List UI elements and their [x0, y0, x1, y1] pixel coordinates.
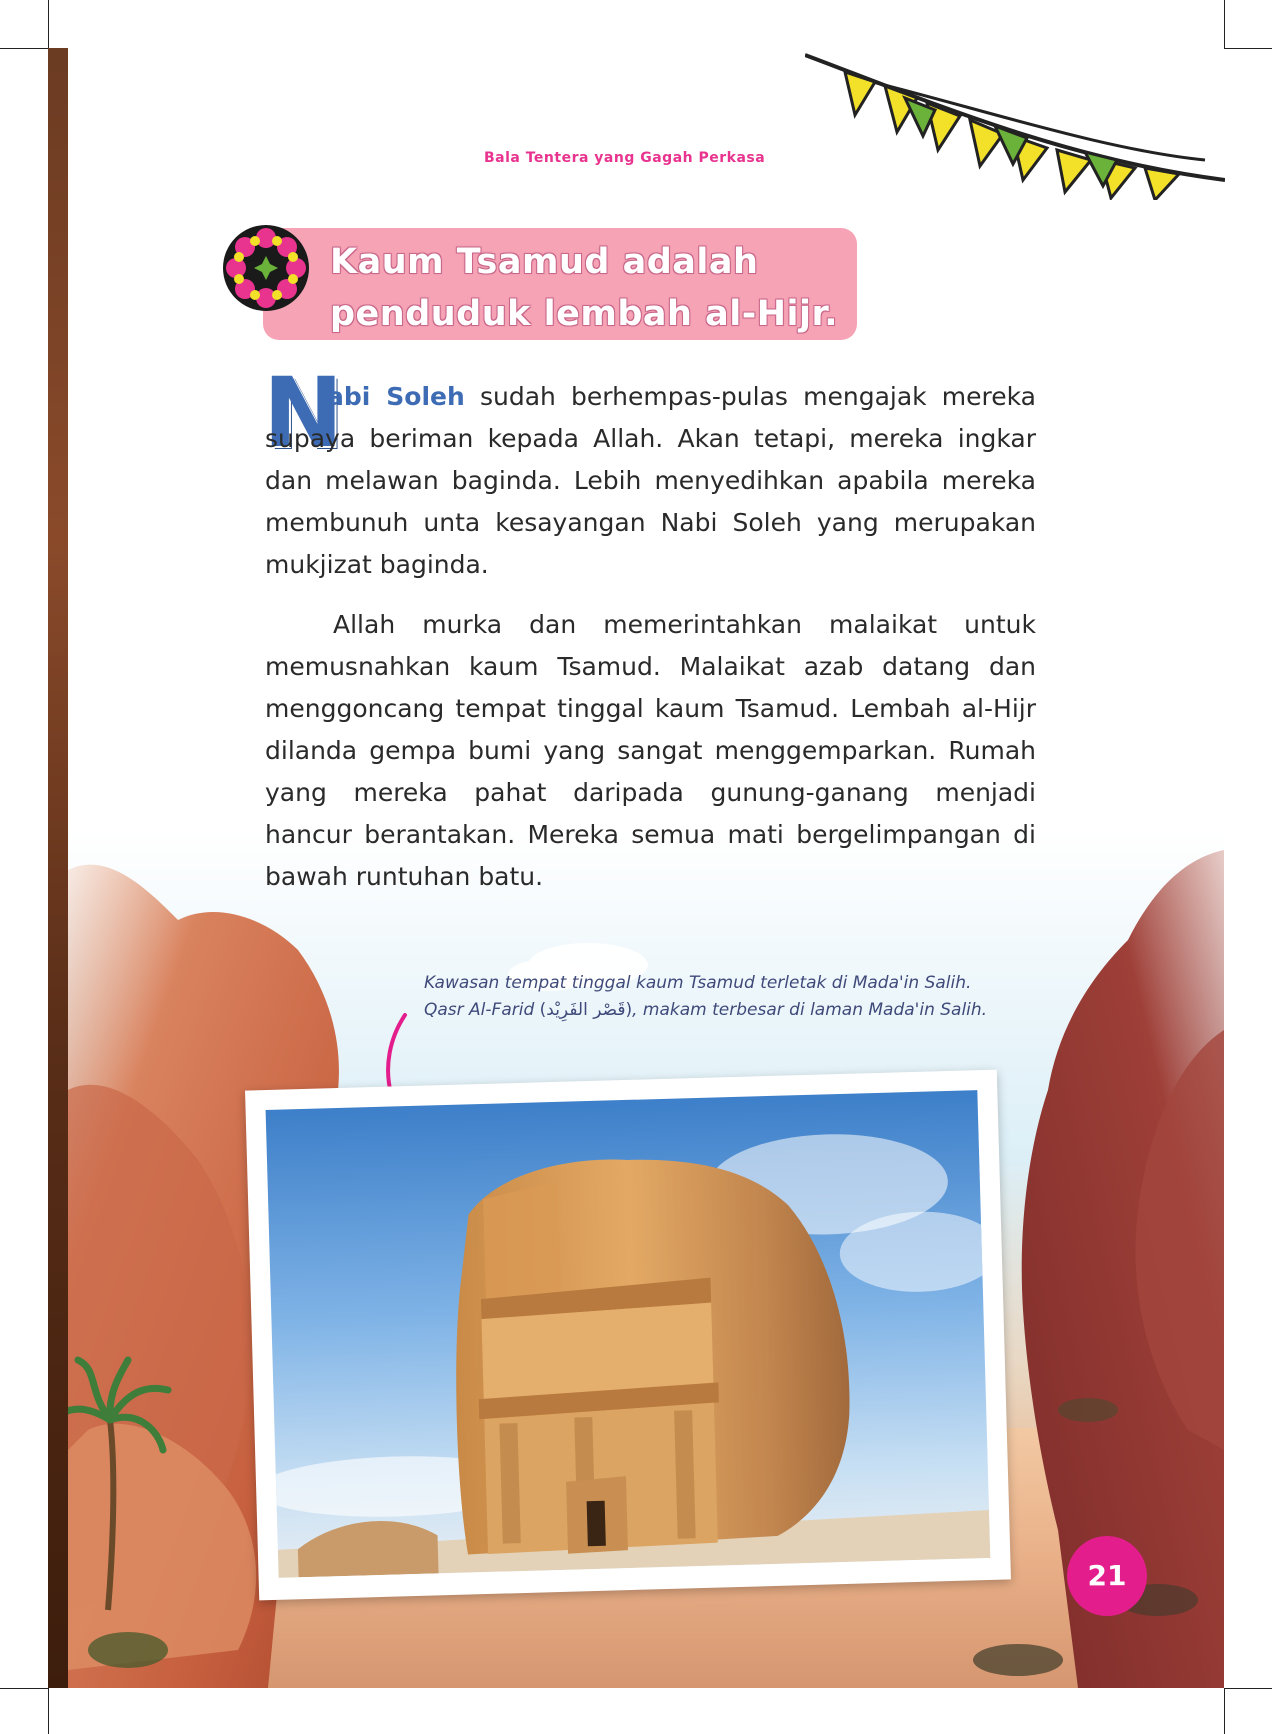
rosette-icon	[220, 222, 312, 314]
crop-mark	[0, 1688, 48, 1689]
heading-line-1: Kaum Tsamud adalah	[330, 242, 759, 282]
paragraph-1	[265, 376, 1036, 586]
crop-mark	[48, 0, 49, 48]
heading-line-2: penduduk lembah al-Hijr.	[330, 294, 839, 334]
crop-mark	[48, 1688, 49, 1734]
running-head: Bala Tentera yang Gagah Perkasa	[484, 150, 766, 166]
crop-mark	[1224, 48, 1272, 49]
crop-mark	[1224, 1688, 1272, 1689]
paragraph-2: Allah murka dan memerintahkan malaikat untuk memusnahkan kaum Tsamud. Malaikat azab datang dan menggoncang tempat tinggal kaum Tsamud. Lembah al-Hijr dilanda gempa bumi yang sangat menggemparkan. Rumah yang mereka pahat daripada gunung-ganang menjadi hancur berantakan. Mereka semua mati bergelimpangan di bawah runtuhan batu.	[265, 610, 1036, 891]
caption-arabic: (قَصْر الفَرِيْد)	[539, 1000, 633, 1020]
caption-rest: , makam terbesar di laman Mada'in Salih.	[632, 1000, 988, 1020]
page-number: 21	[1067, 1536, 1147, 1616]
photo-caption	[424, 970, 1044, 1024]
qasr-al-farid-photo	[266, 1090, 991, 1578]
binding-strip	[48, 48, 68, 1688]
rock-tomb-illustration	[266, 1090, 991, 1578]
photo-frame	[245, 1070, 1011, 1601]
caption-place-name: Qasr Al-Farid	[424, 1000, 535, 1020]
caption-line-1: Kawasan tempat tinggal kaum Tsamud terletak di Mada'in Salih.	[424, 973, 972, 993]
bunting-decoration	[805, 40, 1225, 200]
crop-mark	[1224, 1688, 1225, 1734]
crop-mark	[0, 48, 48, 49]
caption-line-2	[424, 997, 1044, 1024]
paragraph-1-text: sudah berhempas-pulas mengajak mereka supaya beriman kepada Allah. Akan tetapi, mereka ingkar dan melawan baginda. Lebih menyedihkan apabila mereka membunuh unta kesayangan Nabi Soleh yang merupakan mukjizat baginda.	[265, 382, 1037, 579]
heading-title	[330, 236, 850, 340]
drop-cap: N	[263, 357, 344, 469]
highlighted-name: abi Soleh	[327, 382, 465, 411]
